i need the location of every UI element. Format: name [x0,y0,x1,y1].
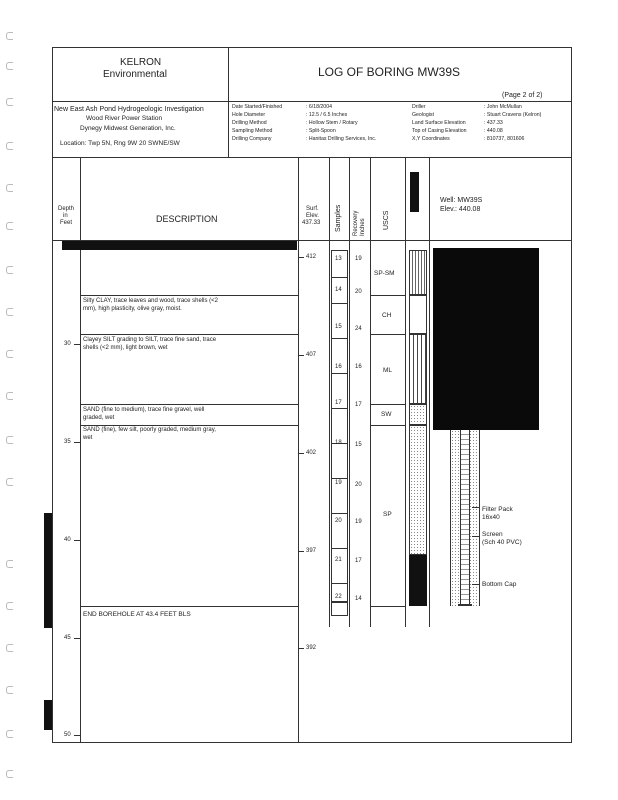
person-label: X,Y Coordinates [412,136,450,142]
person-value: : 440.08 [484,128,503,134]
recovery-value: 15 [355,442,362,448]
recovery-value: 14 [355,596,362,602]
elev-tick-label: 402 [306,450,317,456]
sample-number: 18 [335,440,342,446]
sample-number: 21 [335,557,342,563]
recovery-value: 19 [355,256,362,262]
sample-number: 20 [335,518,342,524]
lithology-legend-swatch [410,172,419,212]
elev-tick-label: 392 [306,645,317,651]
recovery-value: 17 [355,402,362,408]
surf-elev-header-elev: Elev. [306,213,319,219]
project-site: Wood River Power Station [86,115,163,122]
recovery-value: 17 [355,558,362,564]
well-casing [460,430,470,604]
description-text: SAND (fine to medium), trace fine gravel, well [83,407,205,413]
person-value: : 810737, 801606 [484,136,525,142]
surf-elev-value: 437.33 [302,220,321,226]
uscs-code: ML [383,367,393,374]
sample-number: 22 [335,594,342,600]
recovery-value: 20 [355,289,362,295]
recovery-header: Recovery Inches [353,210,366,236]
person-value: : John McMullan [484,104,522,110]
screen-type: (Sch 40 PVC) [482,539,522,546]
scan-artifact-mark [44,700,52,730]
depth-tick-label: 40 [64,537,71,543]
sample-number: 15 [335,324,342,330]
drill-label: Drilling Method [232,120,267,126]
uscs-code: SP-SM [374,270,395,277]
person-value: : 437.33 [484,120,503,126]
well-name: Well: MW39S [440,197,483,204]
depth-header: Depth [58,206,75,212]
description-text: wet [83,435,93,441]
recovery-value: 24 [355,326,362,332]
surf-elev-header: Surf. [306,206,319,212]
page-number: (Page 2 of 2) [502,92,543,99]
company-subtitle: Environmental [103,69,167,80]
drill-label: Sampling Method [232,128,273,134]
sample-number: 16 [335,364,342,370]
filter-pack-size: 16x40 [482,514,500,521]
uscs-code: CH [382,312,392,319]
uscs-header: USCS [383,210,390,230]
recovery-value: 20 [355,482,362,488]
drill-value: : Split-Spoon [306,128,336,134]
description-text: SAND (fine), few silt, poorly graded, medium gray, [83,427,216,433]
depth-tick-label: 30 [64,341,71,347]
description-text: END BOREHOLE AT 43.4 FEET BLS [83,611,191,618]
drill-value: : 12.5 / 6.5 Inches [306,112,348,118]
depth-header-in: in [63,213,68,219]
sample-number: 13 [335,256,342,262]
drill-value: : 6/18/2004 [306,104,332,110]
page-title: LOG OF BORING MW39S [318,65,461,79]
description-text: graded, wet [83,415,115,421]
elev-tick-label: 407 [306,352,317,358]
elev-tick-label: 412 [306,254,317,260]
depth-tick-label: 35 [64,439,71,445]
recovery-value: 19 [355,519,362,525]
drill-label: Hole Diameter [232,112,266,118]
drill-label: Date Started/Finished [232,104,283,110]
depth-header-feet: Feet [60,220,73,226]
company-name: KELRON [120,57,162,68]
project-location: Location: Twp 5N, Rng 9W 20 SWNE/SW [60,140,180,147]
depth-tick-label: 45 [64,635,71,641]
description-text: mm), high plasticity, olive gray, moist. [83,306,182,312]
drill-value: : Hollow Stem / Rotary [306,120,358,126]
samples-header: Samples [335,204,342,232]
person-label: Land Surface Elevation [412,120,466,126]
recovery-value: 16 [355,364,362,370]
description-text: Silty CLAY, trace leaves and wood, trace shells (<2 [83,298,219,304]
scan-artifact-mark [44,513,52,628]
sample-number: 14 [335,287,342,293]
filter-pack-label: Filter Pack [482,506,513,513]
ground-surface-bar [62,241,297,250]
drill-label: Drilling Company [232,136,272,142]
person-label: Top of Casing Elevation [412,128,467,134]
description-text: shells (<2 mm), light brown, wet [83,345,168,351]
drill-value: : Hanitas Drilling Services, Inc. [306,136,377,142]
sample-number: 17 [335,400,342,406]
person-value: : Stuart Cravens (Kelron) [484,112,542,118]
description-header: DESCRIPTION [156,214,218,224]
project-name: New East Ash Pond Hydrogeologic Investigation [54,106,204,113]
screen-label: Screen [482,531,503,538]
uscs-code: SP [383,511,392,518]
person-label: Geologist [412,112,434,118]
person-label: Driller [412,104,426,110]
project-client: Dynegy Midwest Generation, Inc. [80,125,176,132]
uscs-code: SW [381,411,392,418]
description-text: Clayey SILT grading to SILT, trace fine sand, trace [83,337,217,343]
well-elevation: Elev.: 440.08 [440,206,481,213]
depth-tick-label: 50 [64,732,71,738]
elev-tick-label: 397 [306,548,317,554]
bottom-cap-label: Bottom Cap [482,581,517,588]
sample-number: 19 [335,480,342,486]
well-grout [433,248,539,430]
